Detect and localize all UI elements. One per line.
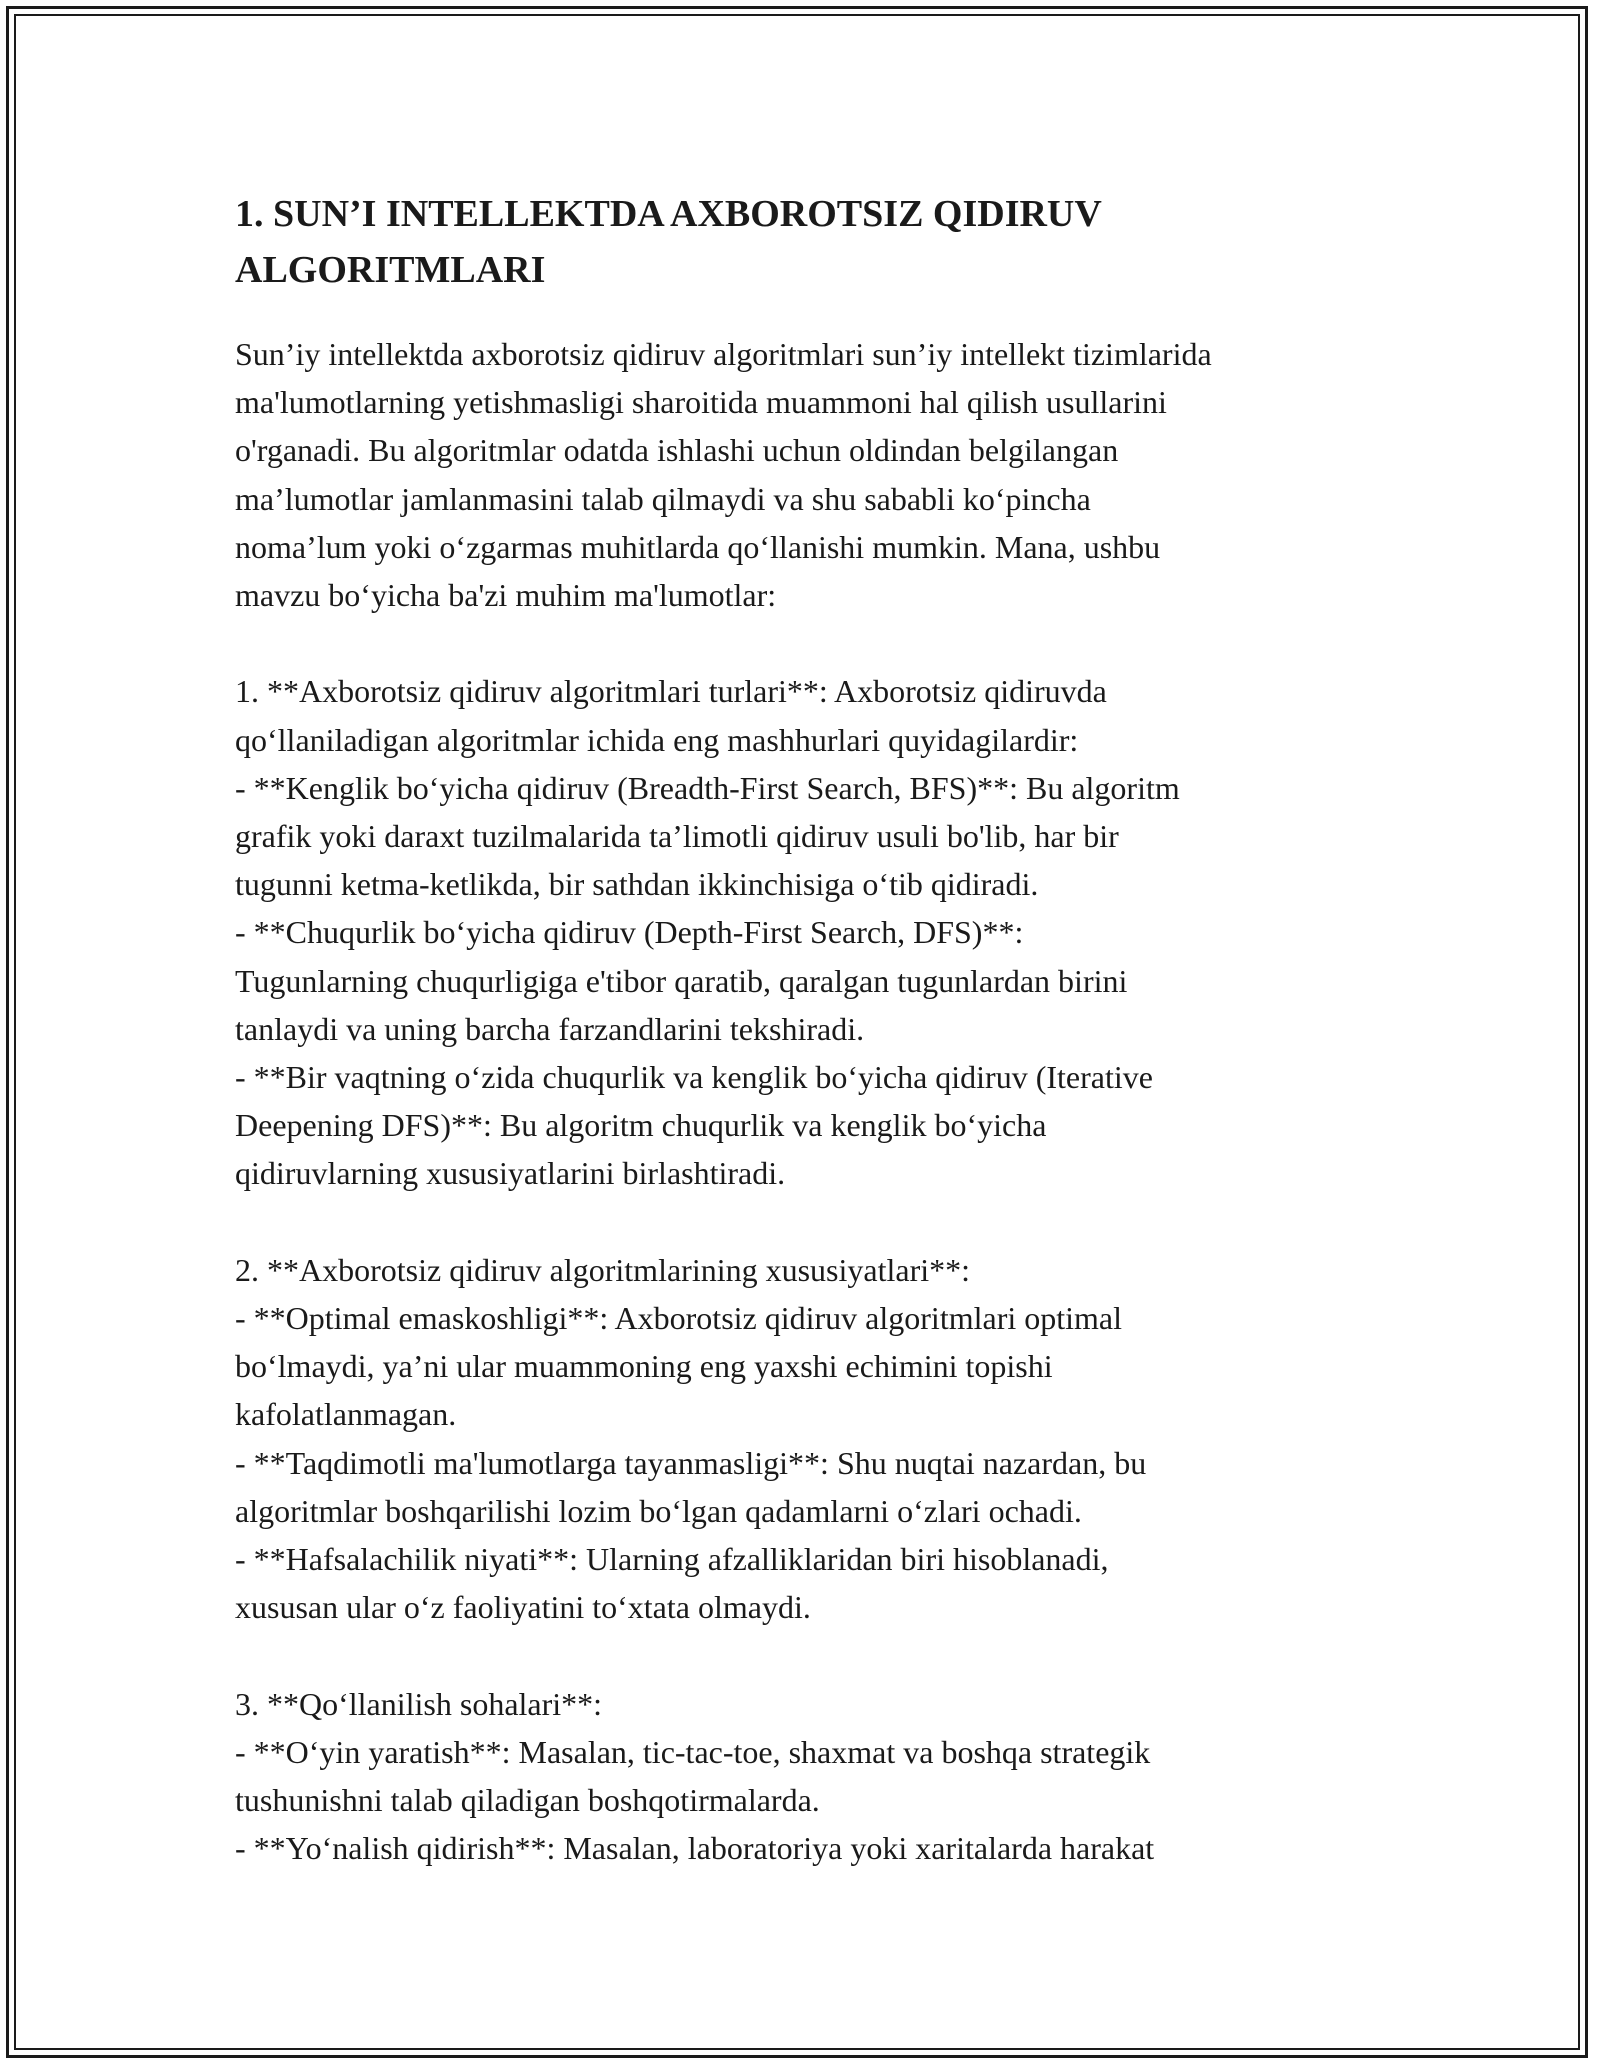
- intro-paragraph: Sun’iy intellektda axborotsiz qidiruv algoritmlari sun’iy intellekt tizimlarida ma'lumotlarning yetishmasligi sharoitida muammoni hal qilish usullarini o'rganadi. Bu algoritmlar odatda ishlashi uchun oldindan belgilangan ma’lumotlar jamlanmasini talab qilmaydi va shu sababli ko‘pincha noma’lum yoki o‘zgarmas muhitlarda qo‘llanishi mumkin. Mana, ushbu mavzu bo‘yicha ba'zi muhim ma'lumotlar:: [235, 336, 1212, 614]
- section-application-areas: 3. **Qo‘llanilish sohalari**: - **O‘yin yaratish**: Masalan, tic-tac-toe, shaxmat va boshqa strategik tushunishni talab qiladigan boshqotirmalarda. - **Yo‘nalish qidirish**: Masalan, laboratoriya yoki xaritalarda harakat: [235, 1685, 1155, 1867]
- section-algorithm-properties: 2. **Axborotsiz qidiruv algoritmlarining xususiyatlari**: - **Optimal emaskoshligi**: Axborotsiz qidiruv algoritmlari optimal bo‘lmaydi, ya’ni ular muammoning eng yaxshi echimini topishi kafolatlanmagan. - **Taqdimotli ma'lumotlarga tayanmasligi**: Shu nuqtai nazardan, bu algoritmlar boshqarilishi lozim bo‘lgan qadamlarni o‘zlari ochadi. - **Hafsalachilik niyati**: Ularning afzalliklaridan biri hisoblanadi, xususan ular o‘z faoliyatini to‘xtata olmaydi.: [235, 1251, 1147, 1626]
- paragraph-gap: [235, 1631, 1385, 1679]
- paragraph-gap: [235, 619, 1385, 667]
- document-body: [235, 186, 1385, 1872]
- paragraph-gap: [235, 1198, 1385, 1246]
- section-algorithm-types: 1. **Axborotsiz qidiruv algoritmlari turlari**: Axborotsiz qidiruvda qo‘llaniladigan algoritmlar ichida eng mashhurlari quyidagilardir: - **Kenglik bo‘yicha qidiruv (Breadth-First Search, BFS)**: Bu algoritm grafik yoki daraxt tuzilmalarida ta’limotli qidiruv usuli bo'lib, har bir tugunni ketma-ketlikda, bir sathdan ikkinchisiga o‘tib qidiradi. - **Chuqurlik bo‘yicha qidiruv (Depth-First Search, DFS)**: Tugunlarning chuqurligiga e'tibor qaratib, qaralgan tugunlardan birini tanlaydi va uning barcha farzandlarini tekshiradi. - **Bir vaqtning o‘zida chuqurlik va kenglik bo‘yicha qidiruv (Iterative Deepening DFS)**: Bu algoritm chuqurlik va kenglik bo‘yicha qidiruvlarning xususiyatlarini birlashtiradi.: [235, 673, 1180, 1192]
- page-title: 1. SUN’I INTELLEKTDA AXBOROTSIZ QIDIRUV ALGORITMLARI: [235, 193, 1102, 291]
